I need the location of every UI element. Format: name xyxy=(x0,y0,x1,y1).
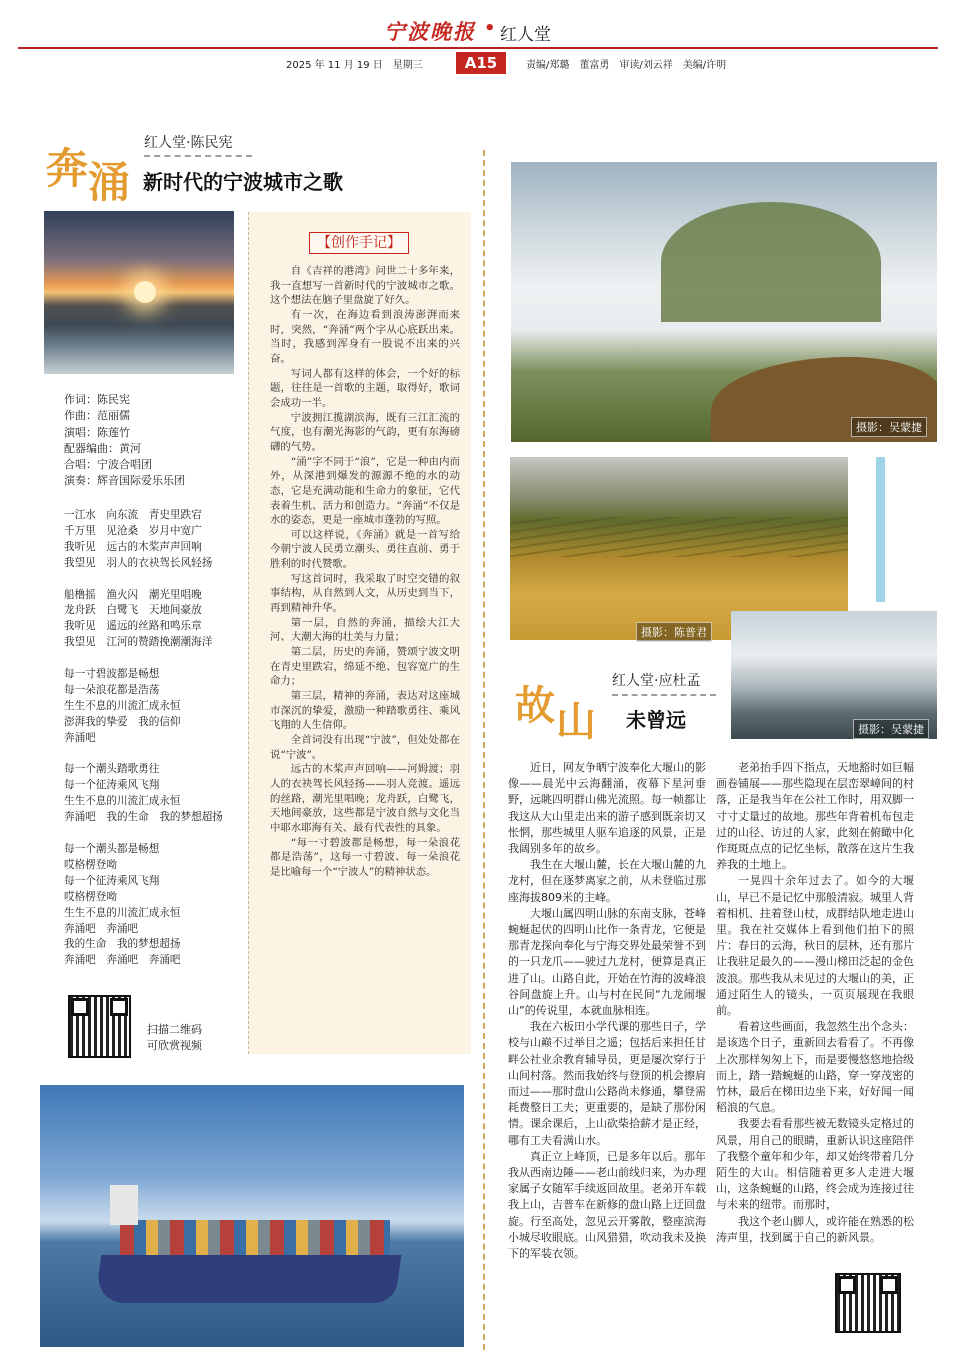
paragraph: 可以这样说，《奔涌》就是一首写给今朝宁波人民勇立潮头、勇往直前、勇于胜利的时代赞歌。 xyxy=(270,528,460,571)
article1-title-char-2: 涌 xyxy=(88,158,131,207)
masthead-date: 2025 年 11 月 19 日 星期三 xyxy=(286,60,423,71)
credit-orchestra: 演奏：辉音国际爱乐乐团 xyxy=(64,474,185,488)
lyric-line: 奔涌吧 奔涌吧 奔涌吧 xyxy=(64,954,181,967)
photo-credit-3: 摄影：吴蒙捷 xyxy=(853,719,929,739)
video-qr-code[interactable] xyxy=(68,995,131,1058)
lyric-line: 澎湃我的挚爱 我的信仰 xyxy=(64,715,181,728)
paragraph: 写词人都有这样的体会，一个好的标题，往往是一首歌的主题，取得好，歌词会成功一半。 xyxy=(270,367,460,409)
lyric-stanza xyxy=(64,588,223,652)
paragraph: 第一层，自然的奔涌，描绘大江大河、大潮大海的壮美与力量； xyxy=(270,616,460,644)
song-credits xyxy=(64,392,185,490)
paragraph: “每一寸碧波都是畅想，每一朵浪花都是浩荡”，这每一寸碧波、每一朵浪花是比喻每一个“宁波人”的精神状态。 xyxy=(270,836,460,878)
paragraph: 第二层，历史的奔涌，赞颂宁波文明在青史里跌宕，绵延不绝、包容宽广的生命力； xyxy=(270,646,460,688)
article1-byline-rule xyxy=(144,155,252,157)
article1-subtitle: 新时代的宁波城市之歌 xyxy=(143,170,343,194)
paragraph: “涌”字不同于“浪”，它是一种由内而外，从深港到爆发的源源不绝的水的动态，它是充满动能和生命力的象征，它代表着生机、活力和创造力。“奔涌”不仅是水的姿态，更是一座城市蓬勃的写照。 xyxy=(270,455,460,527)
paragraph: 我要去看看那些被无数镜头定格过的风景，用自己的眼睛，重新认识这座陪伴了我整个童年和少年，却又始终带着几分陌生的大山。相信随着更多人走进大堰山，这条蜿蜒的山路，终会成为连接过往与未来的纽带。而那时， xyxy=(716,1117,914,1212)
paragraph: 我生在大堰山麓，长在大堰山麓的九龙村，但在逐梦离家之前，从未登临过那座海拔809米的主峰。 xyxy=(508,858,706,904)
article2-byline-rule xyxy=(612,694,716,696)
song-lyrics xyxy=(64,508,223,985)
lyric-line: 生生不息的川流汇成永恒 xyxy=(64,699,181,712)
article2-body-column-2 xyxy=(716,760,914,1246)
photo-credit-1: 摄影：吴蒙捷 xyxy=(851,417,927,437)
paragraph: 有一次，在海边看到浪涛澎湃而来时，突然，“奔涌”两个字从心底跃出来。当时，我感到浑身有一股说不出来的兴奋。 xyxy=(270,308,460,365)
creation-notes-text xyxy=(270,264,460,880)
lyric-stanza xyxy=(64,508,223,572)
lyric-line: 生生不息的川流汇成永恒 xyxy=(64,906,181,919)
lyric-stanza xyxy=(64,762,223,826)
lyric-line: 每一朵浪花都是浩荡 xyxy=(64,683,160,696)
article2-title-char-2: 山 xyxy=(556,698,596,745)
article2-byline: 红人堂·应杜孟 xyxy=(612,673,701,689)
lyric-line: 每一个征涛乘风飞翔 xyxy=(64,779,160,792)
sunset-sea-photo xyxy=(44,211,234,374)
paragraph: 一晃四十余年过去了。如今的大堰山，早已不是记忆中那般清寂。城里人背着相机、拄着登山杖，成群结队地走进山里。我在社交媒体上看到他们拍下的照片：春日的云海，秋日的层林，还有那片让我驻足最久的——漫山梯田泛起的金色波浪。那些我从未见过的大堰山的美，正通过陌生人的镜头，一页页展现在我眼前。 xyxy=(716,874,914,1018)
lyric-stanza xyxy=(64,667,223,747)
paragraph: 我这个老山脚人，或许能在熟悉的松涛声里，找到属于自己的新风景。 xyxy=(716,1214,914,1244)
paragraph: 自《吉祥的港湾》问世二十多年来，我一直想写一首新时代的宁波城市之歌。这个想法在脑子里盘旋了好久。 xyxy=(270,265,460,307)
qr-caption-line-2: 可欣赏视频 xyxy=(147,1039,202,1052)
sun-glow xyxy=(134,281,156,303)
article2-title-char-1: 故 xyxy=(515,682,555,729)
lyric-line: 哎格楞登呦 xyxy=(64,858,117,871)
article2-body-column-1 xyxy=(508,760,706,1262)
lyric-line: 奔涌吧 奔涌吧 xyxy=(64,922,139,935)
photo-credit-2: 摄影：陈普君 xyxy=(636,622,712,642)
article2-subtitle: 未曾远 xyxy=(626,708,686,732)
lyric-line: 哎格楞登呦 xyxy=(64,890,117,903)
paragraph: 远古的木桨声声回响——河姆渡；羽人的衣袂驾长风轻扬——羽人竞渡。遥远的丝路，潮光里唱晚；龙舟跃，白鹭飞，天地间豪放，这些都是宁波自然与文化当中耶水耶海有关、最有代表性的具象。 xyxy=(270,763,460,834)
lyric-line: 我望见 江河的赞踏挽潮潮海洋 xyxy=(64,636,213,649)
lyric-line: 千万里 见沧桑 岁月中宽广 xyxy=(64,524,202,537)
paragraph: 宁波拥江揽湖滨海，既有三江汇流的气度，也有潮光海影的气韵，更有东海磅礴的气势。 xyxy=(270,411,460,453)
lyric-line: 每一个潮头踏歌勇往 xyxy=(64,763,160,776)
lyric-line: 船橹摇 渔火闪 潮光里唱晚 xyxy=(64,588,202,601)
lyric-stanza xyxy=(64,842,223,969)
paragraph: 真正立上峰顶，已是多年以后。那年我从西南边陲——老山前线归来，为办理家属子女随军手续返回故里。老弟开车载我上山，吉普车在新修的盘山路上迂回盘旋。行至高处，忽见云开雾散，整座滨海小城尽收眼底。山风猎猎，吹动我未及换下的军装衣领。 xyxy=(508,1149,706,1261)
column-divider xyxy=(483,150,485,1350)
lyric-line: 奔涌吧 我的生命 我的梦想超扬 xyxy=(64,811,223,824)
credit-lyricist: 作词：陈民宪 xyxy=(64,393,130,406)
mountain-ridge xyxy=(661,202,881,322)
paragraph: 看着这些画面，我忽然生出个念头：是该选个日子，重新回去看看了。不再像上次那样匆匆上下，而是要慢悠悠地拾级而上，踏一踏蜿蜒的山路，穿一穿茂密的竹林，最后在梯田边坐下来，好好闻一闻稻浪的气息。 xyxy=(716,1020,914,1115)
container-ship-photo xyxy=(40,1085,464,1347)
lyric-line: 每一寸碧波都是畅想 xyxy=(64,668,160,681)
credit-composer: 作曲：范丽儒 xyxy=(64,409,130,423)
qr-caption xyxy=(147,1022,202,1054)
lyric-line: 生生不息的川流汇成永恒 xyxy=(64,795,181,808)
terrace-lines xyxy=(510,517,848,557)
lyric-line: 我望见 羽人的衣袂驾长风轻扬 xyxy=(64,556,213,569)
masthead-editors: 责编/郑璐 董富勇 审读/刘云祥 美编/许明 xyxy=(526,60,727,71)
creation-notes-heading: 【创作手记】 xyxy=(309,232,409,254)
accent-bar xyxy=(876,457,885,602)
lyric-line: 我的生命 我的梦想超扬 xyxy=(64,938,181,951)
credit-singer: 演唱：陈莲竹 xyxy=(64,425,130,439)
paragraph: 老弟抬手四下指点，天地豁时如巨幅画卷铺展——那些隐现在层峦翠嶂间的村落，正是我当年在公社工作时，用双脚一寸寸丈量过的故地。那些年背着机布包走过的山径、访过的人家，此刻在俯瞰中化作斑斑点点的记忆坐标，散落在这片生我养我的土地上。 xyxy=(716,761,914,872)
masthead-paper-name: 宁波晚报 xyxy=(384,19,476,44)
paragraph: 我在六板田小学代课的那些日子，学校与山巅不过举目之遥；包括后来担任甘畔公社业余教育辅导员，更是屡次穿行于山间村落。然而我始终与登顶的机会擦肩而过——那时盘山公路尚未修通，攀登需耗费整日工夫；更重要的，是缺了那份闲情。课余课后，上山砍柴拾薪才是正经，哪有工夫看满山水。 xyxy=(508,1020,706,1147)
article1-byline: 红人堂·陈民宪 xyxy=(144,135,233,151)
qr-caption-line-1: 扫描二维码 xyxy=(147,1023,202,1036)
paragraph: 近日，网友争晒宁波奉化大堰山的影像——晨光中云海翻涌，夜幕下星河垂野，远眺四明群山佛光流照。每一帧都让我这从大山里走出来的游子感到既亲切又怅惘，那些城里人驱车追逐的风景，正是我阔别多年的故乡。 xyxy=(508,761,706,856)
credit-choir: 合唱：宁波合唱团 xyxy=(64,458,152,472)
paragraph: 大堰山属四明山脉的东南支脉，苍峰蜿蜒起伏的四明山比作一条青龙，它便是那青龙探向奉化与宁海交界处最荣誉不到的一只龙爪——驶过九龙村，便算是真正进了山。山路自此，开始在竹海的波峰浪谷间盘旋上升。山与村在民间“九龙闹堰山”的传说里，本就血脉相连。 xyxy=(508,906,706,1018)
lyric-line: 一江水 向东流 青史里跌宕 xyxy=(64,509,202,521)
lyric-line: 每一个征涛乘风飞翔 xyxy=(64,874,160,887)
credit-arranger: 配器编曲：黄河 xyxy=(64,441,141,455)
paragraph: 全首词没有出现“宁波”，但处处都在说“宁波”。 xyxy=(270,734,460,761)
article2-qr-code[interactable] xyxy=(835,1273,901,1333)
page-number-badge: A15 xyxy=(456,52,506,74)
lyric-line: 每一个潮头都是畅想 xyxy=(64,842,160,855)
ship-containers xyxy=(120,1220,390,1258)
paragraph: 第三层，精神的奔涌，表达对这座城市深沉的挚爱，激励一种踏歌勇往、乘风飞翔的人生信仰。 xyxy=(270,690,460,732)
ship-bridge xyxy=(110,1185,138,1225)
sea-of-clouds-photo xyxy=(511,162,937,442)
masthead-separator: • xyxy=(484,18,496,39)
lyric-line: 我听见 远古的木桨声声回响 xyxy=(64,540,202,553)
lyric-line: 龙舟跃 白鹭飞 天地间豪放 xyxy=(64,604,202,617)
article1-title-char-1: 奔 xyxy=(46,144,89,193)
paragraph: 写这首词时，我采取了时空交错的叙事结构，从自然到人文，从历史到当下，再到精神升华。 xyxy=(270,572,460,615)
masthead-rule xyxy=(18,47,938,49)
masthead-section: 红人堂 xyxy=(500,25,551,45)
lyric-line: 奔涌吧 xyxy=(64,731,96,744)
ship-hull xyxy=(95,1255,402,1303)
lyric-line: 我听见 遥远的丝路和鸣乐章 xyxy=(64,620,202,633)
